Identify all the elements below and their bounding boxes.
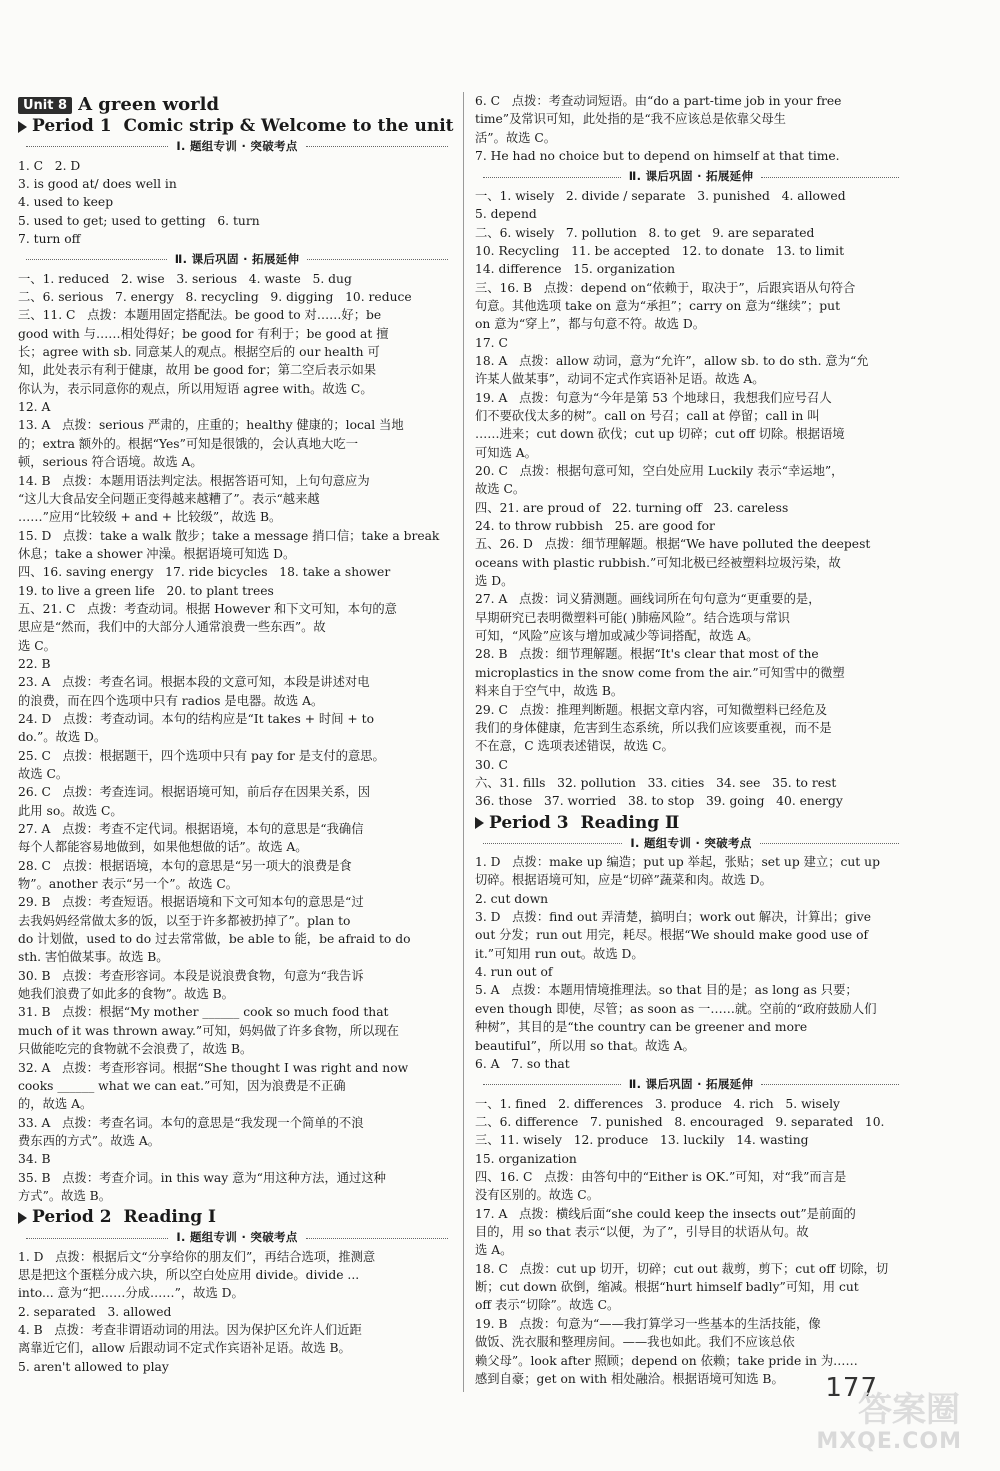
answer-line: 故选 C。 <box>475 482 526 497</box>
answer-line: 24. D 点拨：考查动词。本句的结构应是“It takes + 时间 + to <box>18 711 374 726</box>
answer-line: 方式”。故选 B。 <box>18 1188 112 1203</box>
answer-line: 三、16. B 点拨：depend on“依赖于，取决于”，后跟宾语从句符合 <box>475 280 856 295</box>
answer-line: “这儿大食品安全问题正变得越来越糟了”。表示“越来越 <box>18 491 320 506</box>
section-heading: Ⅱ. 课后巩固 · 拓展延伸 <box>18 254 456 266</box>
answer-line: 五、21. C 点拨：考查动词。根据 However 和下文可知，本句的意 <box>18 601 397 616</box>
answer-line: 每个人都能容易地做到，如果他想做的话”。故选 A。 <box>18 840 308 855</box>
answer-line: 27. A 点拨：词义猜测题。画线词所在句句意为“更重要的是， <box>475 592 821 607</box>
answer-line: 12. A <box>18 400 51 415</box>
answer-line: 28. B 点拨：细节理解题。根据“It's clear that most of the <box>475 647 819 662</box>
answer-line: 6. A 7. so that <box>475 1056 570 1071</box>
answer-line: 可知，“风险”应该与增加或减少等词搭配，故选 A。 <box>475 629 759 644</box>
answer-line: 六、31. fills 32. pollution 33. cities 34. see 35. to rest <box>475 775 837 790</box>
answer-block <box>475 92 907 165</box>
answer-line: sth. 害怕做某事。故选 B。 <box>18 950 169 965</box>
answer-line: 知，此处表示有利于健康，故用 be good for；第二空后表示如果 <box>18 363 377 378</box>
answer-line: do.”。故选 D。 <box>18 730 107 745</box>
answer-line: 二、6. serious 7. energy 8. recycling 9. digging 10. reduce <box>18 290 412 305</box>
answer-line: 1. C 2. D <box>18 158 81 173</box>
answer-line: 你认为，表示同意你的观点，所以用短语 agree with。故选 C。 <box>18 381 373 396</box>
answer-line: 四、16. C 点拨：由答句中的“Either is OK.”可知，对“我”而言是 <box>475 1170 847 1185</box>
answer-line: good with 与……相处得好；be good for 有利于；be good at 擅 <box>18 326 389 341</box>
answer-line: 思是把这个蛋糕分成六块，所以空白处应用 divide。divide ... <box>18 1268 360 1283</box>
answer-line: 三、11. wisely 12. produce 13. luckily 14. wasting <box>475 1133 809 1148</box>
period-label: Period 1 <box>32 116 112 136</box>
answer-block <box>475 1095 907 1389</box>
answer-line: 的；extra 额外的。根据“Yes”可知是很饿的，会认真地大吃一 <box>18 436 359 451</box>
answer-line: 34. B <box>18 1152 51 1167</box>
section-heading: Ⅰ. 题组专训 · 突破考点 <box>18 1232 456 1244</box>
answer-line: 26. C 点拨：考查连词。根据语境可知，前后存在因果关系，因 <box>18 785 371 800</box>
period-title: Comic strip & Welcome to the unit <box>123 116 454 136</box>
answer-line: 没有区别的。故选 C。 <box>475 1188 599 1203</box>
answer-line: 28. C 点拨：根据语境，本句的意思是“另一项大的浪费是食 <box>18 858 352 873</box>
answer-line: 36. those 37. worried 38. to stop 39. going 40. energy <box>475 794 843 809</box>
answer-line: 许某人做某事”，动词不定式作宾语补足语。故选 A。 <box>475 372 765 387</box>
answer-line: 此用 so。故选 C。 <box>18 803 123 818</box>
answer-line: 20. C 点拨：根据句意可知，空白处应用 Luckily 表示“幸运地”， <box>475 464 844 479</box>
answer-line: 她我们浪费了如此多的食物”。故选 B。 <box>18 987 234 1002</box>
answer-line: 4. used to keep <box>18 195 114 210</box>
period-3-heading <box>475 812 907 833</box>
answer-line: 思应是“然而，我们中的大部分人通常浪费一些东西”。故 <box>18 620 326 635</box>
answer-line: 选 D。 <box>475 574 514 589</box>
answer-line: 27. A 点拨：考查不定代词。根据语境，本句的意思是“我确信 <box>18 822 364 837</box>
answer-line: 31. B 点拨：根据“My mother ______ cook so much food that <box>18 1005 389 1020</box>
section-heading: Ⅰ. 题组专训 · 突破考点 <box>475 838 907 850</box>
answer-line: 四、21. are proud of 22. turning off 23. careless <box>475 500 789 515</box>
answer-line: 离靠近它们，allow 后跟动词不定式作宾语补足语。故选 B。 <box>18 1341 351 1356</box>
answer-block <box>18 270 456 1206</box>
period-label: Period 3 <box>489 812 569 833</box>
answer-line: cooks ______ what we can eat.”可知，因为浪费是不正确 <box>18 1078 346 1093</box>
answer-line: oceans with plastic rubbish.”可知北极已经被塑料垃圾污染，故 <box>475 555 841 570</box>
answer-line: off 表示“切除”。故选 C。 <box>475 1298 620 1313</box>
answer-line: 5. A 点拨：本题用情境推理法。so that 目的是；as long as 只要； <box>475 983 858 998</box>
answer-line: 二、6. wisely 7. pollution 8. to get 9. are separated <box>475 225 815 240</box>
answer-line: 22. B <box>18 656 51 671</box>
triangle-arrow-icon <box>18 1212 27 1224</box>
answer-line: 一、1. wisely 2. divide / separate 3. punished 4. allowed <box>475 188 846 203</box>
answer-line: 赖父母”。look after 照顾；depend on 依赖；take pride in 为…… <box>475 1353 858 1368</box>
answer-line: 选 C。 <box>18 638 56 653</box>
answer-line: time”及常识可知，此处指的是“我不应该总是依靠父母生 <box>475 112 786 127</box>
left-column <box>18 92 456 1376</box>
answer-line: 长；agree with sb. 同意某人的观点。根据空后的 our health 可 <box>18 345 380 360</box>
right-column <box>475 92 907 1388</box>
answer-line: 10. Recycling 11. be accepted 12. to donate 13. to limit <box>475 243 845 258</box>
answer-line: ……进来；cut down 砍伐；cut up 切碎；cut off 切除。根据语境 <box>475 427 845 442</box>
answer-line: 选 A。 <box>475 1243 513 1258</box>
answer-line: out 分发；run out 用完，耗尽。根据“We should make good use of <box>475 928 869 943</box>
triangle-arrow-icon <box>18 121 27 133</box>
period-title: Reading Ⅱ <box>580 812 680 833</box>
period-title: Reading Ⅰ <box>123 1207 216 1228</box>
answer-line: on 意为“穿上”，都与句意不符。故选 D。 <box>475 317 706 332</box>
answer-line: 30. B 点拨：考查形容词。本段是说浪费食物，句意为“我告诉 <box>18 968 364 983</box>
answer-line: 14. difference 15. organization <box>475 262 676 277</box>
answer-line: 三、11. C 点拨：本题用固定搭配法。be good to 对……好；be <box>18 308 382 323</box>
answer-line: 4. run out of <box>475 965 553 980</box>
answer-line: 19. to live a green life 20. to plant trees <box>18 583 274 598</box>
answer-line: 休息；take a shower 冲澡。根据语境可知选 D。 <box>18 546 296 561</box>
answer-line: 四、16. saving energy 17. ride bicycles 18. take a shower <box>18 565 391 580</box>
answer-line: 29. B 点拨：考查短语。根据语境和下文可知本句的意思是“过 <box>18 895 364 910</box>
answer-line: 断；cut down 砍倒，缩减。根据“hurt himself badly”可知，用 cut <box>475 1280 859 1295</box>
answer-line: much of it was thrown away.”可知，妈妈做了许多食物，所以现在 <box>18 1023 399 1038</box>
answer-line: 15. D 点拨：take a walk 散步；take a message 捎口信；take a break <box>18 528 440 543</box>
answer-line: 5. depend <box>475 207 537 222</box>
answer-line: 料来自于空气中，故选 B。 <box>475 684 624 699</box>
answer-line: 的浪费，而在四个选项中只有 radios 是电器。故选 A。 <box>18 693 324 708</box>
answer-line: 15. organization <box>475 1151 577 1166</box>
period-2-heading <box>18 1209 456 1226</box>
answer-line: 7. turn off <box>18 231 81 246</box>
answer-line: 物”。another 表示“另一个”。故选 C。 <box>18 877 239 892</box>
answer-block <box>18 157 456 249</box>
period-label: Period 2 <box>32 1207 112 1228</box>
answer-line: 五、26. D 点拨：细节理解题。根据“We have polluted the deepest <box>475 537 871 552</box>
answer-line: 35. B 点拨：考查介词。in this way 意为“用这种方法，通过这种 <box>18 1170 386 1185</box>
unit-badge: Unit 8 <box>18 97 72 114</box>
column-divider <box>463 92 464 1392</box>
answer-line: even though 即使，尽管；as soon as 一……就。空前的“政府鼓励人们 <box>475 1001 877 1016</box>
answer-line: 不在意，C 选项表述错误，故选 C。 <box>475 739 674 754</box>
answer-line: 17. A 点拨：横线后面“she could keep the insects out”是前面的 <box>475 1206 856 1221</box>
answer-line: 30. C <box>475 757 508 772</box>
answer-line: 14. B 点拨：本题用语法判定法。根据答语可知，上句句意应为 <box>18 473 370 488</box>
answer-line: 句意。其他选项 take on 意为“承担”；carry on 意为“继续”；put <box>475 298 841 313</box>
answer-line: microplastics in the snow come from the air.”可知雪中的微塑 <box>475 665 845 680</box>
answer-line: 我们的身体健康，危害到生态系统，所以我们应该要重视，而不是 <box>475 720 832 735</box>
answer-line: 3. D 点拨：find out 弄清楚，搞明白；work out 解决，计算出；give <box>475 910 872 925</box>
answer-line: into... 意为“把……分成……”，故选 D。 <box>18 1286 244 1301</box>
answer-line: 目的，用 so that 表示“以便，为了”，引导目的状语从句。故 <box>475 1225 809 1240</box>
answer-line: 2. cut down <box>475 891 549 906</box>
answer-line: 去我妈妈经常做太多的饭，以至于许多都被扔掉了”。plan to <box>18 913 351 928</box>
answer-line: 只做能吃完的食物就不会浪费了，故选 B。 <box>18 1042 253 1057</box>
answer-line: 18. C 点拨：cut up 切开，切碎；cut out 裁剪，剪下；cut off 切除，切 <box>475 1261 889 1276</box>
answer-line: 二、6. difference 7. punished 8. encouraged 9. separated 10. <box>475 1115 885 1130</box>
answer-line: 33. A 点拨：考查名词。本句的意思是“我发现一个简单的不浪 <box>18 1115 364 1130</box>
answer-line: 13. A 点拨：serious 严肃的，庄重的；healthy 健康的；local 当地 <box>18 418 404 433</box>
answer-line: 23. A 点拨：考查名词。根据本段的文意可知，本段是讲述对电 <box>18 675 370 690</box>
answer-line: 5. aren't allowed to play <box>18 1359 169 1374</box>
answer-block <box>18 1248 456 1376</box>
answer-line: ……”应用“比较级 + and + 比较级”，故选 B。 <box>18 510 282 525</box>
answer-line: 可知选 A。 <box>475 445 537 460</box>
answer-line: 4. B 点拨：考查非谓语动词的用法。因为保护区允许人们近距 <box>18 1323 362 1338</box>
answer-line: 一、1. reduced 2. wise 3. serious 4. waste 5. dug <box>18 271 352 286</box>
answer-line: 29. C 点拨：推理判断题。根据文章内容，可知微塑料已经危及 <box>475 702 828 717</box>
answer-block <box>475 853 907 1073</box>
answer-line: 19. B 点拨：句意为“——我打算学习一些基本的生活技能，像 <box>475 1316 821 1331</box>
answer-line: 早期研究已表明微塑料可能( )肺癌风险”。结合选项与常识 <box>475 610 790 625</box>
section-heading: Ⅰ. 题组专训 · 突破考点 <box>18 141 456 153</box>
section-heading: Ⅱ. 课后巩固 · 拓展延伸 <box>475 1079 907 1091</box>
answer-line: 19. A 点拨：句意为“今年是第 53 个地球日，我想我们应号召人 <box>475 390 832 405</box>
answer-line: 做饭、洗衣服和整理房间。——我也如此。我们不应该总依 <box>475 1335 795 1350</box>
answer-line: 5. used to get; used to getting 6. turn <box>18 213 260 228</box>
answer-line: 6. C 点拨：考查动词短语。由“do a part-time job in your free <box>475 94 842 108</box>
answer-line: 们不要砍伐太多的树”。call on 号召；call at 停留；call in 叫 <box>475 409 820 423</box>
answer-line: 费东西的方式”。故选 A。 <box>18 1133 161 1148</box>
watermark-logo <box>792 1379 982 1457</box>
answer-line: 顿，serious 符合语境。故选 A。 <box>18 455 203 470</box>
triangle-arrow-icon <box>475 817 484 829</box>
answer-line: 的，故选 A。 <box>18 1097 93 1112</box>
answer-line: 32. A 点拨：考查形容词。根据“She thought I was right and now <box>18 1060 409 1075</box>
answer-line: 感到自豪；get on with 相处融洽。根据语境可知选 B。 <box>475 1371 784 1386</box>
answer-line: 种树”，其目的是“the country can be greener and more <box>475 1020 808 1035</box>
unit-header <box>18 96 456 114</box>
answer-line: do 计划做，used to do 过去常常做，be able to 能，be afraid to do <box>18 932 411 947</box>
unit-title: A green world <box>78 94 220 115</box>
answer-line: beautiful”，所以用 so that。故选 A。 <box>475 1038 695 1053</box>
watermark-site: MXQE.COM <box>816 1429 962 1454</box>
answer-line: 25. C 点拨：根据题干，四个选项中只有 pay for 是支付的意思。 <box>18 748 385 763</box>
section-heading: Ⅱ. 课后巩固 · 拓展延伸 <box>475 171 907 183</box>
answer-line: 18. A 点拨：allow 动词，意为“允许”，allow sb. to do sth. 意为“允 <box>475 353 869 368</box>
answer-line: 24. to throw rubbish 25. are good for <box>475 519 715 534</box>
answer-line: it.”可知用 run out。故选 D。 <box>475 946 644 961</box>
page-number: 177 <box>825 1373 878 1403</box>
answer-line: 2. separated 3. allowed <box>18 1304 172 1319</box>
answer-line: 切碎。根据语境可知，应是“切碎”蔬菜和肉。故选 D。 <box>475 873 772 888</box>
answer-line: 3. is good at/ does well in <box>18 176 177 191</box>
answer-line: 1. D 点拨：make up 编造；put up 举起，张贴；set up 建立；cut up <box>475 855 880 870</box>
answer-line: 故选 C。 <box>18 767 69 781</box>
watermark-logo-text: 答案圈 <box>858 1390 960 1430</box>
answer-line: 17. C <box>475 335 508 350</box>
period-1-heading <box>18 118 456 135</box>
answer-line: 7. He had no choice but to depend on himself at that time. <box>475 149 840 164</box>
answer-line: 活”。故选 C。 <box>475 130 557 145</box>
answer-block <box>475 187 907 811</box>
answer-line: 一、1. fined 2. differences 3. produce 4. rich 5. wisely <box>475 1096 840 1111</box>
answer-line: 1. D 点拨：根据后文“分享给你的朋友们”，再结合选项，推测意 <box>18 1249 376 1264</box>
